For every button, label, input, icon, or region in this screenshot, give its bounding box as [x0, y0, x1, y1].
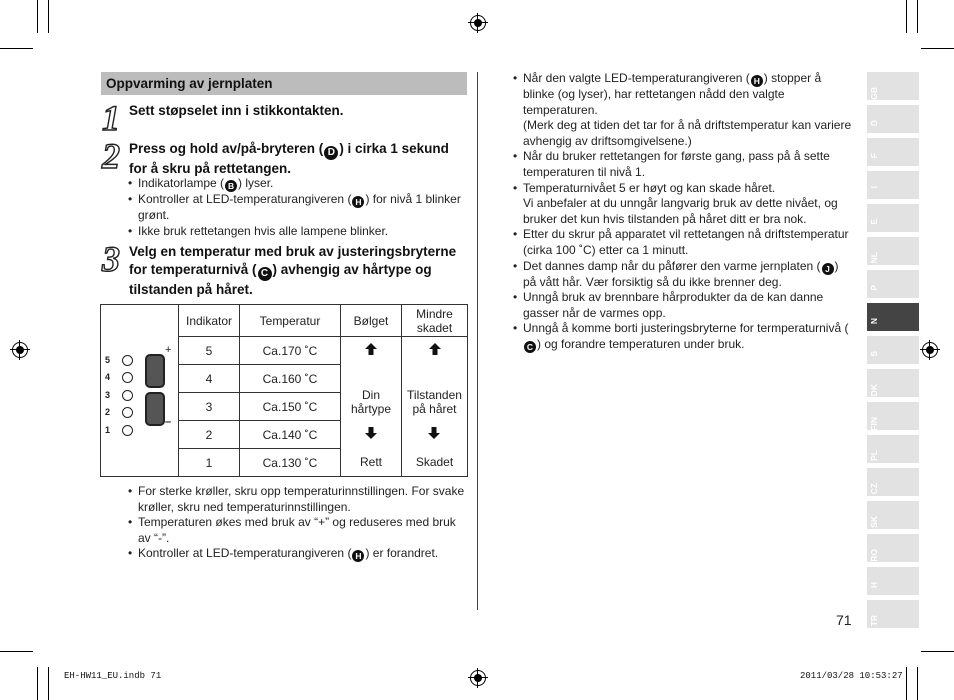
language-tab-p [867, 270, 919, 298]
language-tab-s [867, 336, 919, 364]
language-tab-e [867, 204, 919, 232]
crop-mark [921, 651, 954, 652]
table-cell: Ca.140 ˚C [240, 421, 341, 449]
plus-label: + [165, 343, 172, 356]
registration-mark [12, 342, 28, 358]
step-number: 1 [102, 98, 120, 138]
language-tab-label: N [869, 318, 879, 325]
control-diagram [101, 305, 179, 477]
down-arrow-icon [364, 426, 378, 445]
list-item: • Når den valgte LED-temperaturangiveren ( H ) stopper å blinke (og lyser), har rettetangen nådd den valgte temperaturen. (Merk deg at tiden det tar for å nå driftstemperatur kan variere avhengig av driftsomgivelsene.) [513, 71, 855, 149]
level-label: 5 [105, 354, 111, 365]
step-2-text: Press og hold av/på-bryteren ( D ) i cirka 1 sekund for å skru på rettetangen. [129, 141, 449, 176]
step-number: 3 [102, 239, 120, 279]
plus-switch-icon [145, 354, 165, 388]
registration-mark [922, 342, 938, 358]
language-tab-sk [867, 501, 919, 529]
registration-mark [470, 15, 486, 31]
badge-icon: B [225, 180, 237, 192]
table-header: Bølget [341, 305, 402, 337]
list-item: • Temperaturen økes med bruk av “+” og reduseres med bruk av “-”. [128, 515, 466, 546]
crop-mark [37, 0, 38, 33]
language-tab-label: TR [869, 615, 879, 627]
crop-mark [917, 667, 918, 700]
list-item: • For sterke krøller, skru opp temperaturinnstillingen. For svake krøller, skru ned temperaturinnstillingen. [128, 484, 466, 515]
crop-mark [0, 48, 33, 49]
list-item: • Ikke bruk rettetangen hvis alle lampene blinker. [128, 224, 464, 240]
language-tab-label: I [869, 186, 879, 189]
minus-switch-icon [145, 392, 165, 426]
language-tab-h [867, 567, 919, 595]
table-cell: Ca.160 ˚C [240, 365, 341, 393]
table-cell: Ca.150 ˚C [240, 393, 341, 421]
step-1-text: Sett støpselet inn i stikkontakten. [129, 103, 344, 118]
language-tab-label: D [869, 120, 879, 127]
led-icon [122, 390, 133, 401]
crop-mark [906, 0, 907, 33]
level-label: 1 [105, 424, 111, 435]
language-tab-cz [867, 468, 919, 496]
table-cell: 3 [179, 393, 240, 421]
level-label: 4 [105, 372, 111, 382]
language-tab-pl [867, 435, 919, 463]
list-item: • Etter du skrur på apparatet vil rettetangen nå driftstemperatur (cirka 100 ˚C) etter ca 1 minutt. [513, 227, 855, 258]
footer-file: EH-HW11_EU.indb 71 [64, 671, 162, 681]
led-icon [122, 372, 133, 383]
language-tab-label: E [869, 219, 879, 225]
table-cell: Rett [341, 449, 402, 477]
table-cell: Tilstanden på håret [402, 365, 468, 449]
table-cell: Ca.170 ˚C [240, 337, 341, 365]
temperature-table [100, 304, 468, 477]
page-number: 71 [836, 612, 852, 628]
language-tab-label: FIN [869, 417, 879, 431]
led-icon [122, 355, 133, 366]
badge-icon: C [524, 341, 536, 353]
crop-mark [0, 651, 33, 652]
list-item: • Kontroller at LED-temperaturangiveren ( H ) for nivå 1 blinker grønt. [128, 192, 464, 224]
table-cell: 4 [179, 365, 240, 393]
registration-mark [470, 670, 486, 686]
table-header: Indikator [179, 305, 240, 337]
list-item: • Temperaturnivået 5 er høyt og kan skade håret. Vi anbefaler at du unngår langvarig bruk av dette nivået, og bruker det kun hvis tilstanden på håret ditt er bra nok. [513, 181, 855, 228]
language-tab-label: PL [869, 450, 879, 461]
list-item: • Unngå bruk av brennbare hårprodukter da de kan danne gasser når de varmes opp. [513, 290, 855, 321]
up-arrow-icon [402, 337, 468, 365]
crop-mark [48, 667, 49, 700]
level-label: 2 [105, 407, 111, 417]
language-tab-label: F [869, 153, 879, 159]
crop-mark [37, 667, 38, 700]
language-tab-label: P [869, 285, 879, 291]
led-icon [122, 407, 133, 418]
footer-datetime: 2011/03/28 10:53:27 [800, 671, 903, 681]
table-cell: Din hårtype [341, 365, 402, 449]
crop-mark [48, 0, 49, 33]
led-indicators [122, 355, 133, 436]
language-tab-label: H [869, 582, 879, 589]
level-label: 3 [105, 389, 111, 400]
section-title: Oppvarming av jernplaten [106, 76, 273, 91]
table-header: Temperatur [240, 305, 341, 337]
language-tab-fin [867, 402, 919, 430]
language-tab-n [867, 303, 919, 331]
table-cell: Skadet [402, 449, 468, 477]
minus-label: – [165, 415, 172, 428]
step-3-text: Velg en temperatur med bruk av justeringsbryterne for temperaturnivå ( C ) avhengig av hårtype og tilstanden på håret. [129, 244, 457, 297]
table-cell: 5 [179, 337, 240, 365]
led-icon [122, 425, 133, 436]
badge-icon: C [258, 267, 272, 281]
up-arrow-icon [341, 337, 402, 365]
list-item: • Det dannes damp når du påfører den varme jernplaten ( J ) på vått hår. Vær forsiktig så du ikke brenner deg. [513, 259, 855, 291]
language-tab-label: CZ [869, 483, 879, 495]
badge-icon: H [352, 196, 364, 208]
column-divider [477, 72, 478, 610]
step-2-bullets [128, 176, 464, 239]
after-table-bullets [128, 484, 466, 562]
language-tab-gb [867, 72, 919, 100]
language-tab-i [867, 171, 919, 199]
list-item: • Unngå å komme borti justeringsbryterne for termperaturnivå (C ) og forandre temperaturen under bruk. [513, 321, 855, 353]
language-tab-label: S [869, 351, 879, 357]
right-column-bullets [513, 71, 855, 353]
language-tab-dk [867, 369, 919, 397]
language-tab-label: RO [869, 549, 879, 562]
table-cell: Ca.130 ˚C [240, 449, 341, 477]
crop-mark [917, 0, 918, 33]
table-cell: 1 [179, 449, 240, 477]
language-tab-label: DK [869, 384, 879, 397]
badge-icon: D [324, 146, 338, 160]
language-tab-d [867, 105, 919, 133]
list-item: • Når du bruker rettetangen for første gang, pass på å sette temperaturen til nivå 1. [513, 149, 855, 180]
table-cell: 2 [179, 421, 240, 449]
badge-icon: H [352, 550, 364, 562]
crop-mark [906, 667, 907, 700]
language-tab-label: GB [869, 87, 879, 100]
language-tab-f [867, 138, 919, 166]
list-item: • Kontroller at LED-temperaturangiveren ( H ) er forandret. [128, 546, 466, 562]
badge-icon: H [751, 75, 763, 87]
down-arrow-icon [427, 426, 441, 445]
list-item: • Indikatorlampe ( B ) lyser. [128, 176, 464, 192]
language-tab-label: SK [869, 516, 879, 528]
language-tab-nl [867, 237, 919, 265]
language-tab-ro [867, 534, 919, 562]
step-number: 2 [102, 136, 120, 176]
crop-mark [921, 48, 954, 49]
badge-icon: J [822, 263, 834, 275]
section-header [101, 72, 467, 95]
language-tab-label: NL [869, 252, 879, 264]
table-header: Mindre skadet [402, 305, 468, 337]
language-tab-tr [867, 600, 919, 628]
